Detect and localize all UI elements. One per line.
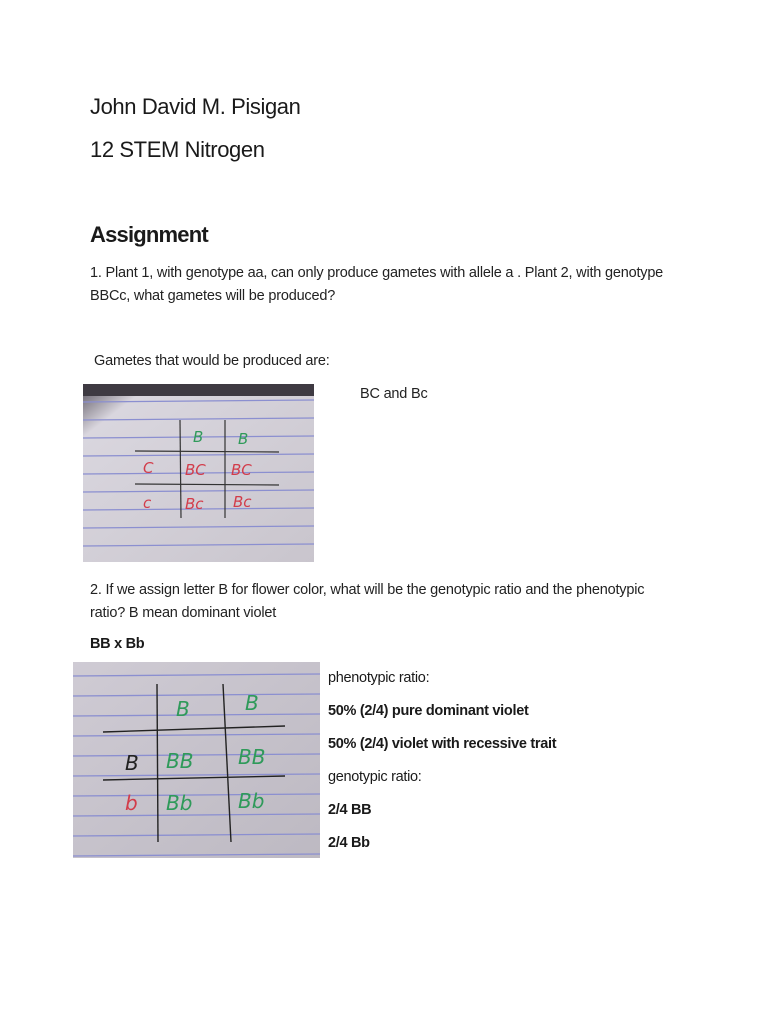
question-1-answer-label: Gametes that would be produced are: (94, 353, 330, 369)
p2-cell-2-1: Bb (166, 791, 193, 815)
p2-col-2: B (245, 691, 259, 715)
ratios-block (328, 668, 556, 866)
genotypic-ratio-1: 2/4 BB (328, 802, 372, 818)
phenotypic-ratio-2: 50% (2/4) violet with recessive trait (328, 736, 557, 752)
p1-cell-2-2: Bc (233, 493, 252, 511)
genotypic-label: genotypic ratio: (328, 769, 422, 785)
p1-row-2: c (143, 494, 152, 512)
question-1-answer: BC and Bc (360, 386, 428, 402)
phenotypic-label: phenotypic ratio: (328, 670, 430, 686)
p2-row-1: B (125, 751, 139, 775)
student-name: John David M. Pisigan (90, 94, 301, 119)
punnett-photo-2 (73, 662, 320, 858)
punnett-photo-1 (83, 384, 314, 562)
question-1: 1. Plant 1, with genotype aa, can only produce gametes with allele a . Plant 2, with genotype BBCc, what gametes will be produced? (90, 265, 664, 304)
student-section: 12 STEM Nitrogen (90, 137, 265, 162)
phenotypic-ratio-1: 50% (2/4) pure dominant violet (328, 703, 529, 719)
genotypic-ratio-2: 2/4 Bb (328, 835, 370, 851)
p1-cell-2-1: Bc (185, 495, 204, 513)
cross-label: BB x Bb (90, 636, 145, 652)
p1-col-2: B (238, 430, 249, 448)
p2-cell-1-2: BB (238, 745, 266, 769)
p2-col-1: B (176, 697, 190, 721)
p1-cell-1-2: BC (231, 461, 252, 479)
p1-col-1: B (193, 428, 204, 446)
p2-cell-1-1: BB (166, 749, 194, 773)
assignment-heading: Assignment (90, 222, 208, 247)
p2-cell-2-2: Bb (238, 789, 265, 813)
p1-cell-1-1: BC (185, 461, 206, 479)
p1-row-1: C (143, 459, 154, 477)
p2-row-2: b (125, 791, 138, 815)
question-2: 2. If we assign letter B for flower color, what will be the genotypic ratio and the phenotypic ratio? B mean dominant violet (90, 582, 645, 621)
